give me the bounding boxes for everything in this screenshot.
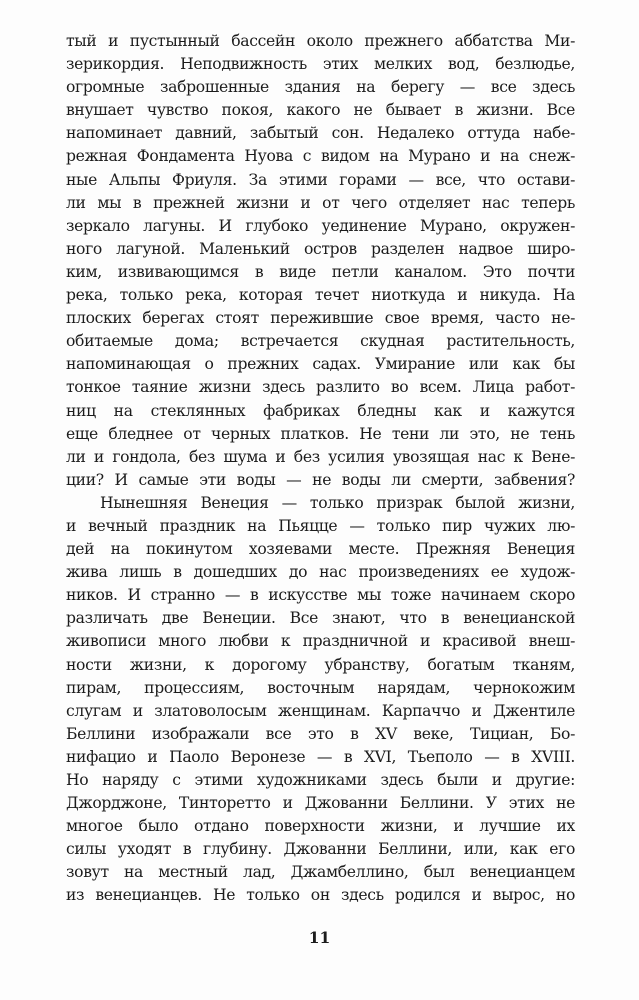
text-line: напоминает давний, забытый сон. Недалеко оттуда набе- xyxy=(66,124,575,143)
paragraph-start-line: Нынешняя Венеция — только призрак былой жизни, xyxy=(100,493,575,512)
text-line: Беллини изображали все это в XV веке, Тициан, Бо- xyxy=(66,724,575,743)
text-line: зеркало лагуны. И глубоко уединение Мурано, окружен- xyxy=(66,216,575,235)
text-line: зерикордия. Неподвижность этих мелких вод, безлюдье, xyxy=(66,55,575,74)
text-line: огромные заброшенные здания на берегу — все здесь xyxy=(66,78,575,97)
text-line: плоских берегах стоят пережившие свое время, часто не- xyxy=(66,309,575,328)
text-line: ников. И странно — в искусстве мы тоже начинаем скоро xyxy=(66,586,575,605)
text-line: зовут на местный лад, Джамбеллино, был венецианцем xyxy=(66,863,575,882)
text-line: еще бледнее от черных платков. Не тени ли это, не тень xyxy=(66,424,575,443)
text-line: силы уходят в глубину. Джованни Беллини, или, как его xyxy=(66,840,575,859)
text-line: дей на покинутом хозяевами месте. Прежняя Венеция xyxy=(66,540,575,559)
text-line: внушает чувство покоя, какого не бывает в жизни. Все xyxy=(66,101,575,120)
text-line: пирам, процессиям, восточным нарядам, чернокожим xyxy=(66,678,575,697)
text-line: напоминающая о прежних садах. Умирание или как бы xyxy=(66,355,575,374)
text-line: нифацио и Паоло Веронезе — в XVI, Тьеполо — в XVIII. xyxy=(66,747,575,766)
text-line: Но наряду с этими художниками здесь были и другие: xyxy=(66,771,575,789)
text-line: обитаемые дома; встречается скудная растительность, xyxy=(66,332,575,351)
text-line: ниц на стеклянных фабриках бледны как и кажутся xyxy=(66,401,575,420)
text-line: ные Альпы Фриуля. За этими горами — все, что остави- xyxy=(66,170,575,189)
text-line: из венецианцев. Не только он здесь родился и вырос, но xyxy=(66,886,575,905)
text-line: тый и пустынный бассейн около прежнего аббатства Ми- xyxy=(66,32,575,50)
text-line: живописи много любви к праздничной и красивой внеш- xyxy=(66,632,575,651)
text-line: река, только река, которая течет ниоткуда и никуда. На xyxy=(66,286,575,305)
text-line: ности жизни, к дорогому убранству, богатым тканям, xyxy=(66,655,575,674)
body-text xyxy=(66,30,575,908)
text-line: ли мы в прежней жизни и от чего отделяет нас теперь xyxy=(66,193,575,212)
text-line: режная Фондамента Нуова с видом на Мурано и на снеж- xyxy=(66,147,575,166)
text-line: жива лишь в дошедших до нас произведениях ее худож- xyxy=(66,563,575,582)
text-line: слугам и златоволосым женщинам. Карпаччо и Джентиле xyxy=(66,701,575,720)
text-line: ким, извивающимся в виде петли каналом. Это почти xyxy=(66,262,575,281)
page-number: 11 xyxy=(308,928,331,947)
text-line: ли и гондола, без шума и без усилия увозящая нас к Вене- xyxy=(66,447,575,466)
text-line: многое было отдано поверхности жизни, и лучшие их xyxy=(66,817,575,836)
text-line: и вечный праздник на Пьяцце — только пир чужих лю- xyxy=(66,516,575,535)
text-line: ции? И самые эти воды — не воды ли смерти, забвения? xyxy=(66,470,575,489)
text-line: Джорджоне, Тинторетто и Джованни Беллини. У этих не xyxy=(66,794,575,813)
text-line: ного лагуной. Маленький остров разделен надвое широ- xyxy=(66,239,575,258)
text-line: тонкое таяние жизни здесь разлито во всем. Лица работ- xyxy=(66,378,575,397)
text-line: различать две Венеции. Все знают, что в венецианской xyxy=(66,609,575,628)
